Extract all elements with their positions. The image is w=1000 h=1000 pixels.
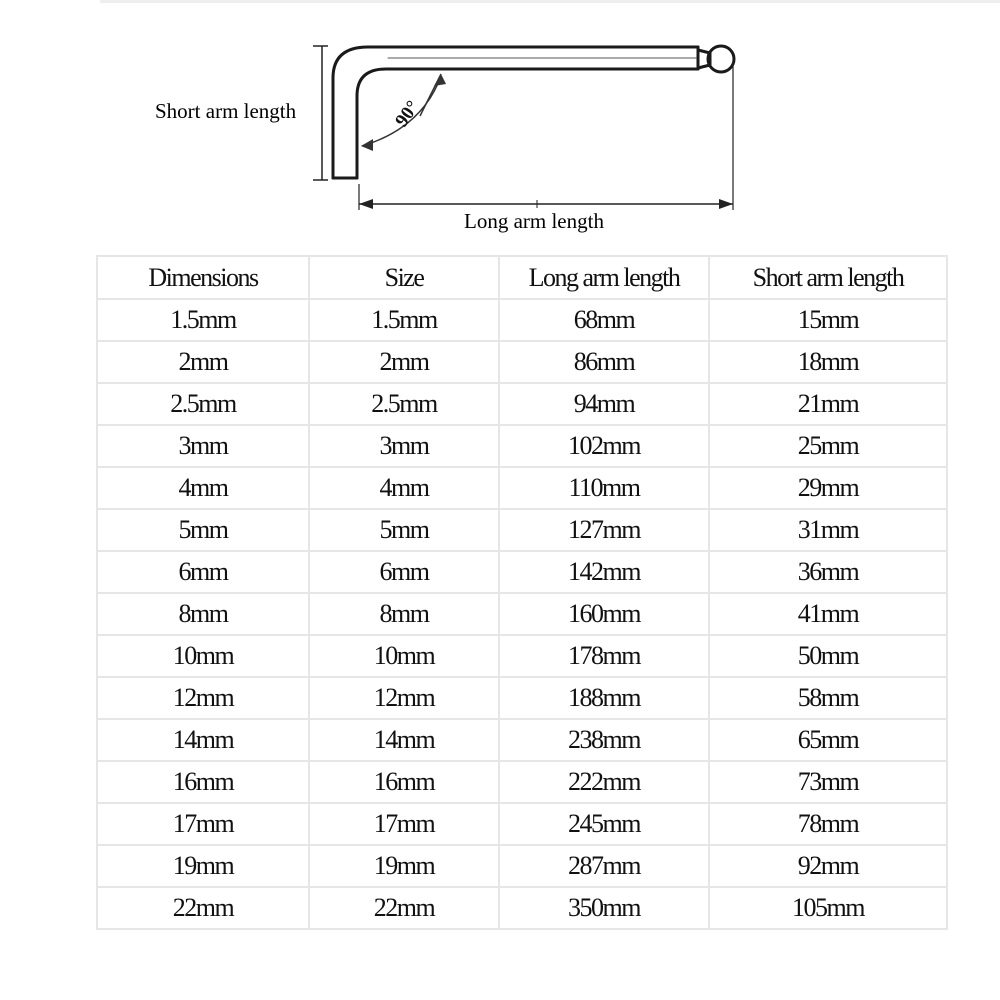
header-size: Size — [309, 256, 499, 299]
cell-size: 4mm — [309, 467, 499, 509]
cell-dimensions: 16mm — [97, 761, 309, 803]
long-arm-dimension — [359, 62, 733, 210]
table-header-row — [97, 256, 947, 299]
cell-dimensions: 17mm — [97, 803, 309, 845]
long-arm-length-label: Long arm length — [464, 209, 604, 233]
cell-long-arm-length: 178mm — [499, 635, 709, 677]
cell-size: 10mm — [309, 635, 499, 677]
cell-short-arm-length: 29mm — [709, 467, 947, 509]
cell-dimensions: 10mm — [97, 635, 309, 677]
cell-long-arm-length: 287mm — [499, 845, 709, 887]
table-row — [97, 383, 947, 425]
short-arm-length-label: Short arm length — [155, 99, 297, 123]
table-row — [97, 341, 947, 383]
cell-dimensions: 6mm — [97, 551, 309, 593]
cell-long-arm-length: 160mm — [499, 593, 709, 635]
cell-dimensions: 8mm — [97, 593, 309, 635]
cell-size: 22mm — [309, 887, 499, 929]
hex-key-diagram — [0, 0, 1000, 245]
cell-short-arm-length: 105mm — [709, 887, 947, 929]
table-row — [97, 803, 947, 845]
cell-long-arm-length: 245mm — [499, 803, 709, 845]
spec-table — [96, 255, 948, 930]
cell-dimensions: 1.5mm — [97, 299, 309, 341]
cell-size: 1.5mm — [309, 299, 499, 341]
cell-short-arm-length: 73mm — [709, 761, 947, 803]
angle-indicator — [361, 74, 446, 151]
table-row — [97, 299, 947, 341]
cell-dimensions: 14mm — [97, 719, 309, 761]
cell-short-arm-length: 65mm — [709, 719, 947, 761]
cell-short-arm-length: 15mm — [709, 299, 947, 341]
cell-dimensions: 22mm — [97, 887, 309, 929]
cell-short-arm-length: 25mm — [709, 425, 947, 467]
table-row — [97, 509, 947, 551]
cell-dimensions: 12mm — [97, 677, 309, 719]
table-row — [97, 761, 947, 803]
cell-size: 19mm — [309, 845, 499, 887]
cell-short-arm-length: 21mm — [709, 383, 947, 425]
cell-short-arm-length: 50mm — [709, 635, 947, 677]
table-row — [97, 719, 947, 761]
cell-dimensions: 4mm — [97, 467, 309, 509]
table-row — [97, 551, 947, 593]
cell-dimensions: 2.5mm — [97, 383, 309, 425]
short-arm-dimension — [313, 46, 328, 180]
cell-short-arm-length: 31mm — [709, 509, 947, 551]
table-row — [97, 425, 947, 467]
cell-short-arm-length: 18mm — [709, 341, 947, 383]
header-long-arm-length: Long arm length — [499, 256, 709, 299]
cell-short-arm-length: 41mm — [709, 593, 947, 635]
cell-long-arm-length: 350mm — [499, 887, 709, 929]
cell-short-arm-length: 78mm — [709, 803, 947, 845]
cell-size: 2.5mm — [309, 383, 499, 425]
table-row — [97, 677, 947, 719]
cell-long-arm-length: 238mm — [499, 719, 709, 761]
cell-size: 3mm — [309, 425, 499, 467]
cell-size: 16mm — [309, 761, 499, 803]
cell-long-arm-length: 102mm — [499, 425, 709, 467]
header-short-arm-length: Short arm length — [709, 256, 947, 299]
angle-label: 90° — [391, 97, 424, 131]
cell-long-arm-length: 188mm — [499, 677, 709, 719]
cell-dimensions: 5mm — [97, 509, 309, 551]
cell-size: 2mm — [309, 341, 499, 383]
table-row — [97, 635, 947, 677]
cell-size: 5mm — [309, 509, 499, 551]
cell-size: 12mm — [309, 677, 499, 719]
cell-long-arm-length: 222mm — [499, 761, 709, 803]
hex-key-icon — [333, 46, 734, 178]
table-row — [97, 467, 947, 509]
cell-dimensions: 19mm — [97, 845, 309, 887]
table-row — [97, 845, 947, 887]
cell-size: 14mm — [309, 719, 499, 761]
cell-short-arm-length: 36mm — [709, 551, 947, 593]
cell-dimensions: 2mm — [97, 341, 309, 383]
cell-long-arm-length: 94mm — [499, 383, 709, 425]
cell-long-arm-length: 86mm — [499, 341, 709, 383]
cell-long-arm-length: 127mm — [499, 509, 709, 551]
table-row — [97, 887, 947, 929]
cell-short-arm-length: 92mm — [709, 845, 947, 887]
cell-long-arm-length: 110mm — [499, 467, 709, 509]
cell-long-arm-length: 142mm — [499, 551, 709, 593]
cell-long-arm-length: 68mm — [499, 299, 709, 341]
cell-short-arm-length: 58mm — [709, 677, 947, 719]
cell-dimensions: 3mm — [97, 425, 309, 467]
cell-size: 8mm — [309, 593, 499, 635]
cell-size: 6mm — [309, 551, 499, 593]
cell-size: 17mm — [309, 803, 499, 845]
table-row — [97, 593, 947, 635]
header-dimensions: Dimensions — [97, 256, 309, 299]
